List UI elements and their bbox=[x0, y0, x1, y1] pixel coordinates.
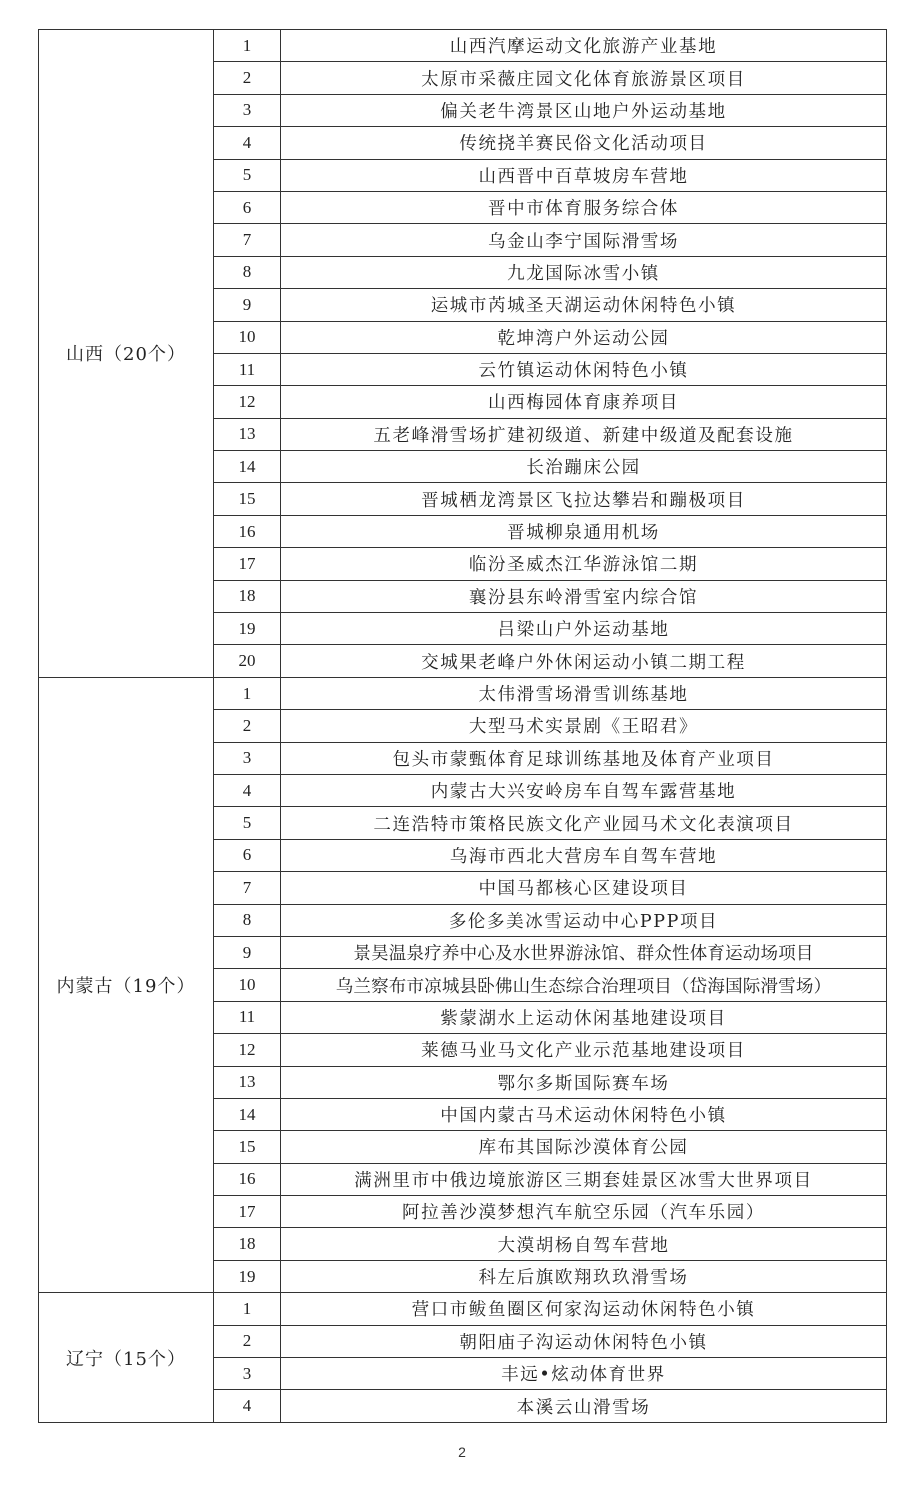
project-name-cell: 库布其国际沙漠体育公园 bbox=[281, 1131, 887, 1163]
project-name-cell: 乾坤湾户外运动公园 bbox=[281, 321, 887, 353]
row-number-cell: 12 bbox=[214, 1034, 281, 1066]
project-name-cell: 多伦多美冰雪运动中心PPP项目 bbox=[281, 904, 887, 936]
table-row bbox=[39, 677, 887, 709]
project-name-cell: 景昊温泉疗养中心及水世界游泳馆、群众性体育运动场项目 bbox=[281, 936, 887, 968]
project-name-cell: 乌金山李宁国际滑雪场 bbox=[281, 224, 887, 256]
project-name-cell: 二连浩特市策格民族文化产业园马术文化表演项目 bbox=[281, 807, 887, 839]
row-number-cell: 14 bbox=[214, 451, 281, 483]
row-number-cell: 3 bbox=[214, 742, 281, 774]
row-number-cell: 18 bbox=[214, 580, 281, 612]
project-table bbox=[38, 29, 887, 1423]
province-cell: 内蒙古（19个） bbox=[39, 677, 214, 1292]
project-name-cell: 临汾圣威杰江华游泳馆二期 bbox=[281, 548, 887, 580]
row-number-cell: 10 bbox=[214, 969, 281, 1001]
row-number-cell: 1 bbox=[214, 677, 281, 709]
project-name-cell: 晋城栖龙湾景区飞拉达攀岩和蹦极项目 bbox=[281, 483, 887, 515]
row-number-cell: 9 bbox=[214, 289, 281, 321]
row-number-cell: 2 bbox=[214, 1325, 281, 1357]
row-number-cell: 1 bbox=[214, 30, 281, 62]
row-number-cell: 6 bbox=[214, 191, 281, 223]
row-number-cell: 4 bbox=[214, 1390, 281, 1422]
project-name-cell: 太伟滑雪场滑雪训练基地 bbox=[281, 677, 887, 709]
row-number-cell: 5 bbox=[214, 807, 281, 839]
project-name-cell: 大型马术实景剧《王昭君》 bbox=[281, 710, 887, 742]
project-name-cell: 乌海市西北大营房车自驾车营地 bbox=[281, 839, 887, 871]
row-number-cell: 7 bbox=[214, 872, 281, 904]
row-number-cell: 1 bbox=[214, 1293, 281, 1325]
project-name-cell: 襄汾县东岭滑雪室内综合馆 bbox=[281, 580, 887, 612]
project-name-cell: 山西梅园体育康养项目 bbox=[281, 386, 887, 418]
row-number-cell: 20 bbox=[214, 645, 281, 677]
row-number-cell: 13 bbox=[214, 1066, 281, 1098]
row-number-cell: 17 bbox=[214, 548, 281, 580]
project-name-cell: 中国内蒙古马术运动休闲特色小镇 bbox=[281, 1098, 887, 1130]
row-number-cell: 16 bbox=[214, 515, 281, 547]
row-number-cell: 15 bbox=[214, 1131, 281, 1163]
row-number-cell: 12 bbox=[214, 386, 281, 418]
project-name-cell: 山西汽摩运动文化旅游产业基地 bbox=[281, 30, 887, 62]
row-number-cell: 2 bbox=[214, 710, 281, 742]
row-number-cell: 2 bbox=[214, 62, 281, 94]
project-name-cell: 云竹镇运动休闲特色小镇 bbox=[281, 353, 887, 385]
project-name-cell: 包头市蒙甄体育足球训练基地及体育产业项目 bbox=[281, 742, 887, 774]
project-name-cell: 运城市芮城圣天湖运动休闲特色小镇 bbox=[281, 289, 887, 321]
project-name-cell: 营口市鲅鱼圈区何家沟运动休闲特色小镇 bbox=[281, 1293, 887, 1325]
project-name-cell: 山西晋中百草坡房车营地 bbox=[281, 159, 887, 191]
row-number-cell: 3 bbox=[214, 94, 281, 126]
row-number-cell: 4 bbox=[214, 774, 281, 806]
project-name-cell: 五老峰滑雪场扩建初级道、新建中级道及配套设施 bbox=[281, 418, 887, 450]
province-cell: 山西（20个） bbox=[39, 30, 214, 678]
project-name-cell: 中国马都核心区建设项目 bbox=[281, 872, 887, 904]
table-row bbox=[39, 1293, 887, 1325]
row-number-cell: 17 bbox=[214, 1196, 281, 1228]
row-number-cell: 18 bbox=[214, 1228, 281, 1260]
project-name-cell: 紫蒙湖水上运动休闲基地建设项目 bbox=[281, 1001, 887, 1033]
page-number: 2 bbox=[458, 1444, 466, 1460]
province-cell: 辽宁（15个） bbox=[39, 1293, 214, 1423]
project-name-cell: 晋城柳泉通用机场 bbox=[281, 515, 887, 547]
row-number-cell: 5 bbox=[214, 159, 281, 191]
project-name-cell: 莱德马业马文化产业示范基地建设项目 bbox=[281, 1034, 887, 1066]
row-number-cell: 11 bbox=[214, 353, 281, 385]
table-row bbox=[39, 30, 887, 62]
row-number-cell: 3 bbox=[214, 1358, 281, 1390]
row-number-cell: 8 bbox=[214, 256, 281, 288]
project-name-cell: 阿拉善沙漠梦想汽车航空乐园（汽车乐园） bbox=[281, 1196, 887, 1228]
row-number-cell: 11 bbox=[214, 1001, 281, 1033]
row-number-cell: 19 bbox=[214, 1260, 281, 1292]
row-number-cell: 16 bbox=[214, 1163, 281, 1195]
project-name-cell: 本溪云山滑雪场 bbox=[281, 1390, 887, 1422]
project-name-cell: 内蒙古大兴安岭房车自驾车露营基地 bbox=[281, 774, 887, 806]
row-number-cell: 8 bbox=[214, 904, 281, 936]
row-number-cell: 15 bbox=[214, 483, 281, 515]
row-number-cell: 9 bbox=[214, 936, 281, 968]
project-name-cell: 偏关老牛湾景区山地户外运动基地 bbox=[281, 94, 887, 126]
project-name-cell: 传统挠羊赛民俗文化活动项目 bbox=[281, 127, 887, 159]
row-number-cell: 10 bbox=[214, 321, 281, 353]
project-name-cell: 乌兰察布市凉城县卧佛山生态综合治理项目（岱海国际滑雪场） bbox=[281, 969, 887, 1001]
row-number-cell: 4 bbox=[214, 127, 281, 159]
project-name-cell: 长治蹦床公园 bbox=[281, 451, 887, 483]
project-name-cell: 太原市采薇庄园文化体育旅游景区项目 bbox=[281, 62, 887, 94]
project-name-cell: 丰远•炫动体育世界 bbox=[281, 1358, 887, 1390]
project-name-cell: 满洲里市中俄边境旅游区三期套娃景区冰雪大世界项目 bbox=[281, 1163, 887, 1195]
project-table-body bbox=[39, 30, 887, 1423]
project-name-cell: 科左后旗欧翔玖玖滑雪场 bbox=[281, 1260, 887, 1292]
project-name-cell: 交城果老峰户外休闲运动小镇二期工程 bbox=[281, 645, 887, 677]
row-number-cell: 6 bbox=[214, 839, 281, 871]
row-number-cell: 19 bbox=[214, 613, 281, 645]
project-name-cell: 吕梁山户外运动基地 bbox=[281, 613, 887, 645]
project-name-cell: 九龙国际冰雪小镇 bbox=[281, 256, 887, 288]
row-number-cell: 14 bbox=[214, 1098, 281, 1130]
project-name-cell: 鄂尔多斯国际赛车场 bbox=[281, 1066, 887, 1098]
project-name-cell: 大漠胡杨自驾车营地 bbox=[281, 1228, 887, 1260]
project-name-cell: 朝阳庙子沟运动休闲特色小镇 bbox=[281, 1325, 887, 1357]
row-number-cell: 7 bbox=[214, 224, 281, 256]
project-name-cell: 晋中市体育服务综合体 bbox=[281, 191, 887, 223]
row-number-cell: 13 bbox=[214, 418, 281, 450]
